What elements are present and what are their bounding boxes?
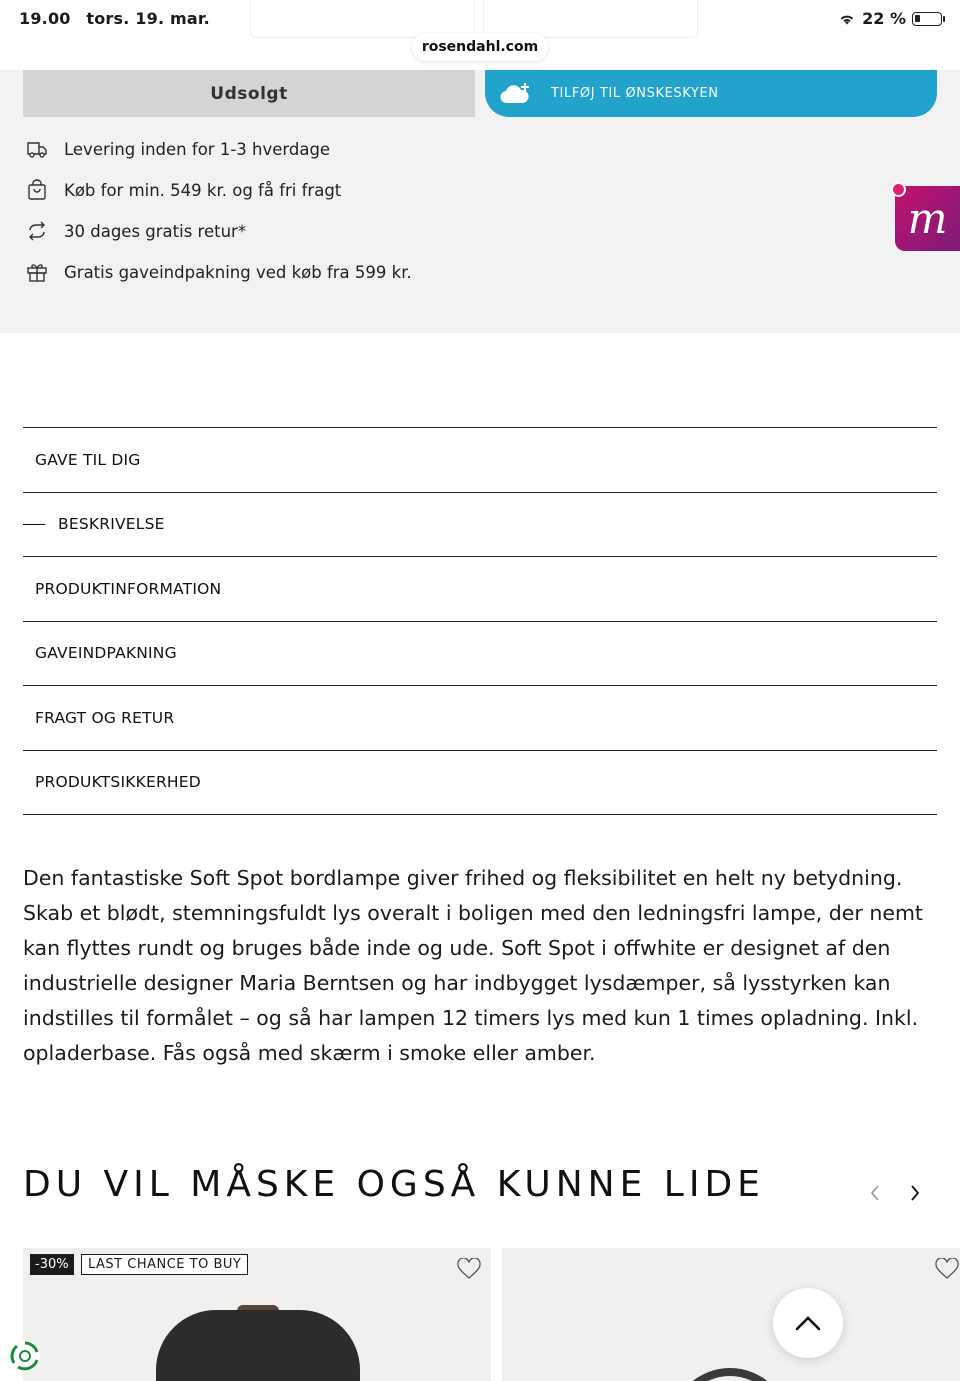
product-accordion [23, 427, 937, 815]
accordion-label: BESKRIVELSE [58, 515, 165, 534]
accordion-gift[interactable] [23, 428, 937, 493]
scroll-to-top-button[interactable] [773, 1288, 843, 1358]
heart-icon[interactable] [935, 1258, 959, 1280]
accordion-gift-wrapping[interactable] [23, 622, 937, 687]
battery-percent: 22 % [862, 9, 906, 28]
wifi-icon [838, 12, 856, 26]
accordion-label: PRODUKTSIKKERHED [35, 773, 201, 792]
status-indicators [838, 9, 942, 28]
recommendations-title: DU VIL MÅSKE OGSÅ KUNNE LIDE [23, 1164, 765, 1205]
product-description: Den fantastiske Soft Spot bordlampe giver frihed og fleksibilitet en helt ny betydning. Skab et blødt, stemningsfuldt lys overalt i boligen med den ledningsfri lampe, der nemt kan flyttes rundt og bruges både inde og ude. Soft Spot i offwhite er designet af den industrielle designer Maria Berntsen og har indbygget lysdæmper, så lysstyrken kan indstilles til formålet – og så har lampen 12 timers lys med kun 1 times opladning. Inkl. opladerbase. Fås også med skærm i smoke eller amber. [23, 866, 923, 1065]
status-time: 19.00 [19, 9, 71, 28]
accordion-label: GAVE TIL DIG [35, 450, 141, 469]
accordion-label: GAVEINDPAKNING [35, 644, 177, 663]
accordion-description[interactable] [23, 493, 937, 558]
carousel-prev-button[interactable] [866, 1182, 884, 1204]
accordion-product-safety[interactable] [23, 751, 937, 816]
chevron-up-icon [794, 1314, 822, 1332]
carousel-next-button[interactable] [906, 1182, 924, 1204]
accordion-label: PRODUKTINFORMATION [35, 579, 222, 598]
discount-badge: -30% [30, 1254, 74, 1275]
truck-icon [26, 138, 48, 160]
perk-free-shipping [26, 179, 341, 201]
product-image-lamp [156, 1310, 360, 1381]
accordion-label: FRAGT OG RETUR [35, 708, 175, 727]
heart-icon[interactable] [457, 1258, 481, 1280]
status-badge: LAST CHANCE TO BUY [81, 1254, 248, 1275]
add-to-wishlist-button[interactable] [485, 70, 937, 117]
accordion-product-info[interactable] [23, 557, 937, 622]
product-card[interactable] [23, 1248, 491, 1381]
product-image-lamp [670, 1368, 790, 1381]
perk-gift-wrap [26, 261, 412, 283]
product-info-panel [0, 70, 960, 333]
status-date: tors. 19. mar. [86, 9, 210, 28]
perk-text: Levering inden for 1-3 hverdage [64, 139, 331, 159]
perk-returns [26, 220, 246, 242]
shopping-bag-icon [26, 179, 48, 201]
accordion-shipping-returns[interactable] [23, 686, 937, 751]
battery-icon [912, 12, 942, 26]
perk-text: 30 dages gratis retur* [64, 221, 247, 241]
loyalty-m-button[interactable] [895, 186, 960, 251]
recycle-icon[interactable] [8, 1339, 42, 1373]
wishlist-label: TILFØJ TIL ØNSKESKYEN [551, 86, 719, 101]
perk-delivery [26, 138, 330, 160]
notification-dot [891, 182, 906, 197]
m-letter: m [907, 194, 948, 243]
perk-text: Gratis gaveindpakning ved køb fra 599 kr. [64, 262, 412, 282]
status-time-date [19, 9, 220, 28]
return-arrows-icon [26, 220, 48, 242]
soldout-button[interactable]: Udsolgt [23, 70, 475, 117]
perk-text: Køb for min. 549 kr. og få fri fragt [64, 180, 342, 200]
product-card[interactable] [502, 1248, 960, 1381]
cloud-plus-icon [499, 81, 531, 107]
minus-icon [23, 524, 45, 526]
gift-icon [26, 261, 48, 283]
status-bar [0, 0, 960, 70]
url-bar[interactable]: rosendahl.com [412, 33, 548, 61]
